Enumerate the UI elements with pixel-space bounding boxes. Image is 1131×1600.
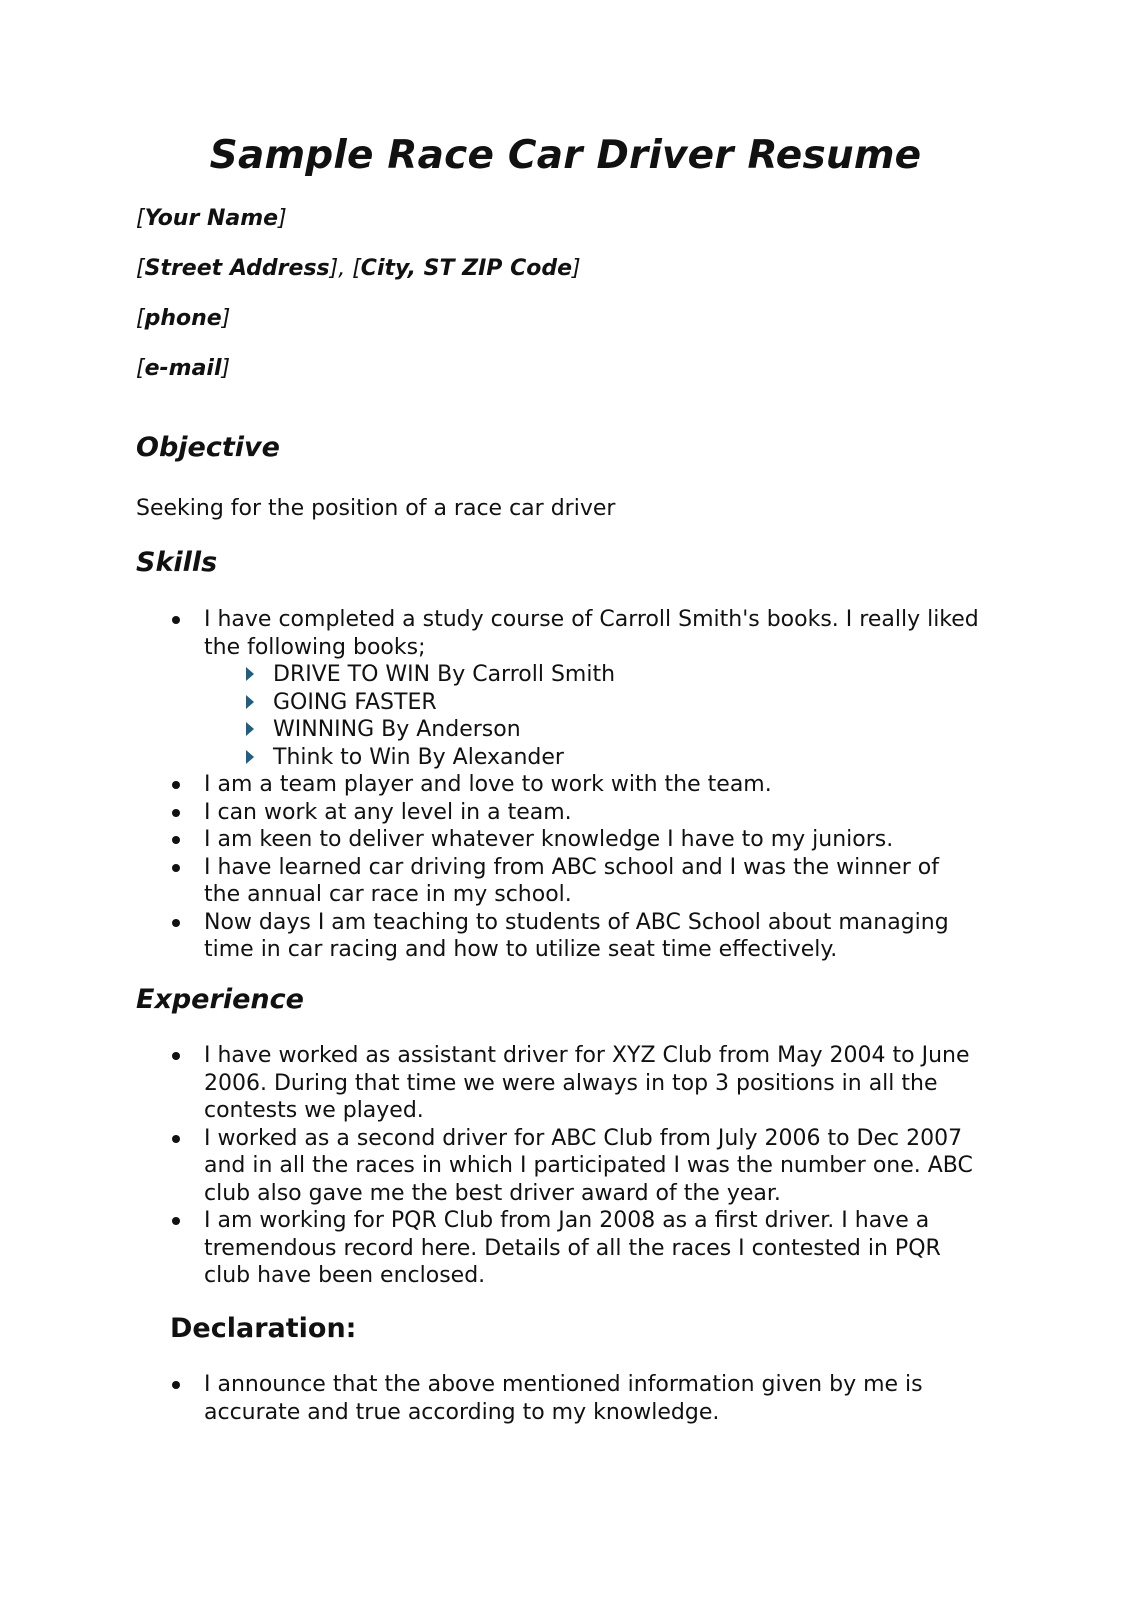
book-item: Think to Win By Alexander bbox=[204, 744, 981, 772]
declaration-heading: Declaration: bbox=[170, 1313, 357, 1344]
skills-heading: Skills bbox=[136, 547, 218, 578]
list-item: Now days I am teaching to students of ABC School about managing time in car racing and how to utilize seat time effectively. bbox=[0, 909, 1131, 964]
list-item: I have worked as assistant driver for XYZ Club from May 2004 to June 2006. During that time we were always in top 3 positions in all the contests we played. bbox=[0, 1042, 1131, 1125]
name-placeholder: Your Name bbox=[144, 206, 279, 231]
objective-heading: Objective bbox=[136, 432, 280, 463]
book-item: WINNING By Anderson bbox=[204, 716, 981, 744]
contact-phone: [phone] bbox=[136, 306, 231, 331]
list-item: I announce that the above mentioned information given by me is accurate and true according to my knowledge. bbox=[0, 1371, 1131, 1426]
experience-heading: Experience bbox=[136, 984, 304, 1015]
bullet-icon bbox=[172, 809, 180, 817]
page-title: Sample Race Car Driver Resume bbox=[209, 133, 922, 178]
contact-name: [Your Name] bbox=[136, 206, 287, 231]
arrow-bullet-icon bbox=[246, 750, 254, 764]
book-item: DRIVE TO WIN By Carroll Smith bbox=[204, 661, 981, 689]
list-item: I am keen to deliver whatever knowledge I have to my juniors. bbox=[0, 826, 1131, 854]
bullet-icon bbox=[172, 1217, 180, 1225]
books-list bbox=[204, 661, 981, 771]
city-placeholder: City, ST ZIP Code bbox=[360, 256, 573, 281]
bullet-icon bbox=[172, 919, 180, 927]
objective-text: Seeking for the position of a race car driver bbox=[136, 496, 616, 521]
list-item bbox=[0, 606, 1131, 771]
list-item: I am a team player and love to work with the team. bbox=[0, 771, 1131, 799]
list-item: I can work at any level in a team. bbox=[0, 799, 1131, 827]
contact-address: [Street Address], [City, ST ZIP Code] bbox=[136, 256, 581, 281]
bullet-icon bbox=[172, 616, 180, 624]
bullet-icon bbox=[172, 781, 180, 789]
arrow-bullet-icon bbox=[246, 667, 254, 681]
street-placeholder: Street Address bbox=[144, 256, 330, 281]
list-item: I am working for PQR Club from Jan 2008 as a first driver. I have a tremendous record here. Details of all the races I contested in PQR club have been enclosed. bbox=[0, 1207, 1131, 1290]
arrow-bullet-icon bbox=[246, 695, 254, 709]
bullet-icon bbox=[172, 864, 180, 872]
book-item: GOING FASTER bbox=[204, 689, 981, 717]
list-item: I worked as a second driver for ABC Club from July 2006 to Dec 2007 and in all the races in which I participated I was the number one. ABC club also gave me the best driver award of the year. bbox=[0, 1125, 1131, 1208]
arrow-bullet-icon bbox=[246, 722, 254, 736]
contact-email: [e-mail] bbox=[136, 356, 231, 381]
experience-list bbox=[0, 1042, 1131, 1290]
phone-placeholder: phone bbox=[144, 306, 222, 331]
list-item: I have learned car driving from ABC school and I was the winner of the annual car race in my school. bbox=[0, 854, 1131, 909]
bullet-icon bbox=[172, 1052, 180, 1060]
skills-list bbox=[0, 606, 1131, 964]
skills-intro: I have completed a study course of Carroll Smith's books. I really liked the following books; bbox=[204, 607, 979, 660]
bullet-icon bbox=[172, 836, 180, 844]
bullet-icon bbox=[172, 1381, 180, 1389]
bullet-icon bbox=[172, 1135, 180, 1143]
email-placeholder: e-mail bbox=[144, 356, 222, 381]
declaration-list bbox=[0, 1371, 1131, 1426]
